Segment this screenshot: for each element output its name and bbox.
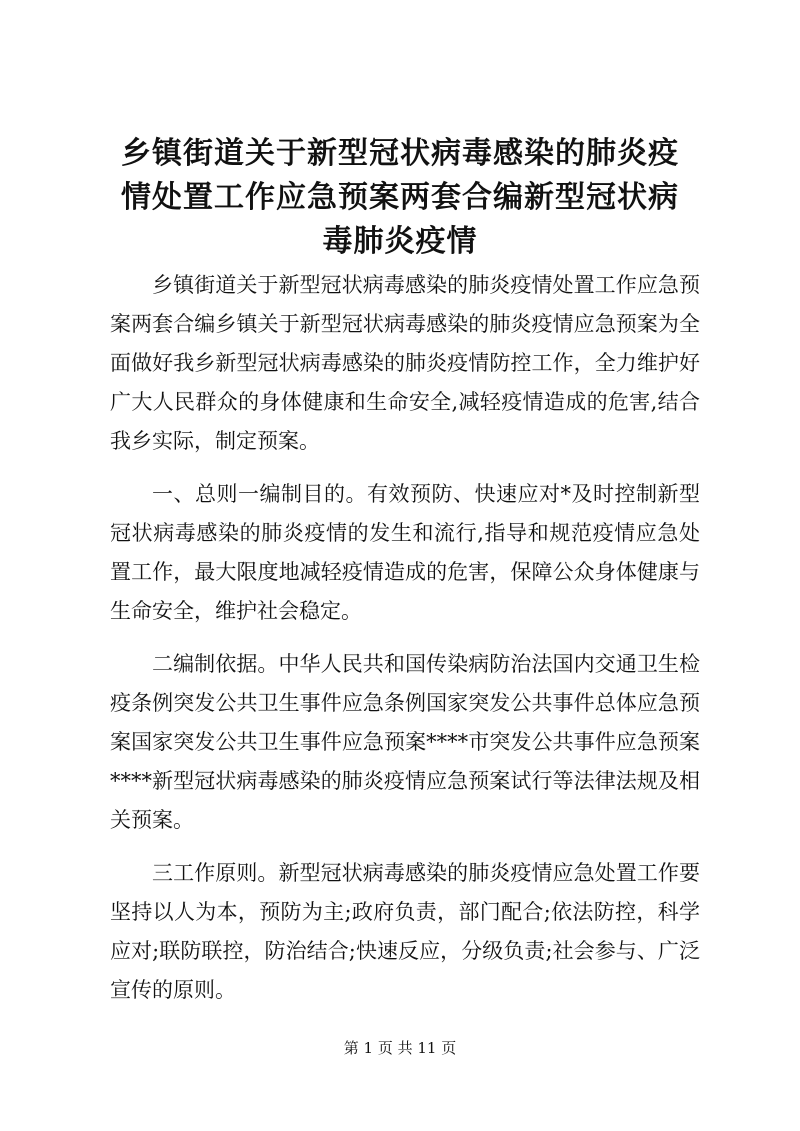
- paragraph-principles: 三工作原则。新型冠状病毒感染的肺炎疫情应急处置工作要坚持以人为本，预防为主;政府负责，部门配合;依法防控，科学应对;联防联控，防治结合;快速反应，分级负责;社会参与、广泛宣传的原则。: [110, 861, 700, 1002]
- document-body: [110, 266, 700, 1024]
- paragraph-purpose: 一、总则一编制目的。有效预防、快速应对*及时控制新型冠状病毒感染的肺炎疫情的发生和流行,指导和规范疫情应急处置工作，最大限度地减轻疫情造成的危害，保障公众身体健康与生命安全，维护社会稳定。: [110, 482, 700, 623]
- paragraph-basis: 二编制依据。中华人民共和国传染病防治法国内交通卫生检疫条例突发公共卫生事件应急条例国家突发公共事件总体应急预案国家突发公共卫生事件应急预案****市突发公共事件应急预案****新型冠状病毒感染的肺炎疫情应急预案试行等法律法规及相关预案。: [110, 652, 700, 832]
- page-number-footer: 第 1 页 共 11 页: [343, 1039, 457, 1057]
- document-title: 乡镇街道关于新型冠状病毒感染的肺炎疫情处置工作应急预案两套合编新型冠状病毒肺炎疫情: [121, 136, 679, 259]
- paragraph-intro: 乡镇街道关于新型冠状病毒感染的肺炎疫情处置工作应急预案两套合编乡镇关于新型冠状病毒感染的肺炎疫情应急预案为全面做好我乡新型冠状病毒感染的肺炎疫情防控工作，全力维护好广大人民群众的身体健康和生命安全,减轻疫情造成的危害,结合我乡实际，制定预案。: [110, 273, 700, 453]
